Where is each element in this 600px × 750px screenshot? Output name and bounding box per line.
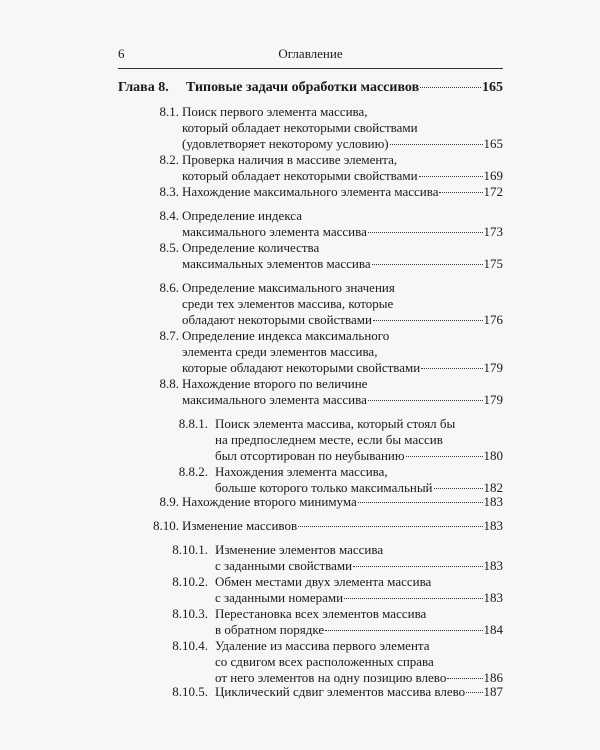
entry-title-line: с заданными свойствами [215,558,353,573]
entry-number: 8.10.3. [172,606,208,621]
entry-title-line: Обмен местами двух элемента массива [215,574,432,589]
entry-number: 8.10.1. [172,542,208,557]
dot-leader [439,192,482,193]
page-number: 6 [118,46,125,61]
entry-number: 8.10.4. [172,638,208,653]
entry-title-line: больше которого только максимальный [215,480,433,495]
entry-title-line: от него элементов на одну позицию влево [215,670,447,685]
chapter-page: 165 [482,80,503,95]
entry-page: 172 [483,184,503,199]
dot-leader [434,488,483,489]
entry-title-line: Проверка наличия в массиве элемента, [182,152,398,167]
entry-title-line: Удаление из массива первого элемента [215,638,430,653]
dot-leader [421,368,482,369]
entry-title-line: Определение индекса [182,208,303,223]
entry-title-line: Определение максимального значения [182,280,395,295]
chapter-title: Типовые задачи обработки массивов [186,80,420,95]
entry-number: 8.4. [159,208,179,223]
entry-title-line: которые обладают некоторыми свойствами [182,360,421,375]
entry-number: 8.10. [153,518,179,533]
entry-page: 173 [483,224,503,239]
entry-page: 183 [483,558,503,573]
entry-title-line: который обладает некоторыми свойствами [182,120,418,135]
entry-number: 8.3. [159,184,179,199]
entry-title-line: Определение индекса максимального [182,328,390,343]
entry-number: 8.9. [159,494,179,509]
entry-title-line: (удовлетворяет некоторому условию) [182,136,389,151]
entry-title-line: Нахождения элемента массива, [215,464,388,479]
dot-leader [298,526,482,527]
dot-leader [466,692,482,693]
entry-title-line: максимального элемента массива [182,392,367,407]
dot-leader [372,264,483,265]
running-header [118,44,503,69]
dot-leader [368,400,483,401]
entry-title-line: среди тех элементов массива, которые [182,296,394,311]
entry-title-line: Поиск первого элемента массива, [182,104,368,119]
entry-title-line: на предпоследнем месте, если бы массив [215,432,443,447]
entry-number: 8.8.2. [178,464,208,479]
entry-number: 8.6. [159,280,179,295]
entry-page: 187 [483,684,503,699]
entry-title-line: который обладает некоторыми свойствами [182,168,418,183]
dot-leader [353,566,482,567]
entry-number: 8.10.5. [172,684,208,699]
entry-number: 8.10.2. [172,574,208,589]
dot-leader [325,630,482,631]
dot-leader [358,502,483,503]
dot-leader [406,456,483,457]
dot-leader [373,320,483,321]
entry-page: 184 [483,622,503,637]
section-title: Оглавление [278,46,343,61]
dot-leader [390,144,483,145]
entry-page: 183 [483,518,503,533]
entry-number: 8.7. [159,328,179,343]
entry-title-line: обладают некоторыми свойствами [182,312,372,327]
entry-title-line: Перестановка всех элементов массива [215,606,427,621]
entry-number: 8.5. [159,240,179,255]
entry-number: 8.8. [159,376,179,391]
entry-title-line: Изменение элементов массива [215,542,384,557]
entry-title-line: элемента среди элементов массива, [182,344,378,359]
entry-page: 179 [483,392,503,407]
entry-page: 179 [483,360,503,375]
entry-page: 182 [483,480,503,495]
entry-page: 165 [483,136,503,151]
chapter-number: Глава 8. [118,80,169,95]
entry-page: 186 [483,670,503,685]
dot-leader [420,87,481,88]
entry-page: 169 [483,168,503,183]
entry-title-line: был отсортирован по неубыванию [215,448,405,463]
entry-title-line: максимальных элементов массива [182,256,371,271]
entry-number: 8.8.1. [178,416,208,431]
entry-page: 183 [483,590,503,605]
entry-title-line: Поиск элемента массива, который стоял бы [215,416,456,431]
entry-title-line: Циклический сдвиг элементов массива влево [215,684,466,699]
dot-leader [344,598,482,599]
entry-number: 8.2. [159,152,179,167]
entry-title-line: Определение количества [182,240,320,255]
entry-page: 180 [483,448,503,463]
entry-page: 176 [483,312,503,327]
entry-title-line: Нахождение максимального элемента массива [182,184,439,199]
dot-leader [447,678,482,679]
dot-leader [368,232,483,233]
entry-title-line: Нахождение второго по величине [182,376,368,391]
entry-title-line: в обратном порядке [215,622,325,637]
entry-title-line: Нахождение второго минимума [182,494,357,509]
entry-number: 8.1. [159,104,179,119]
dot-leader [419,176,483,177]
entry-page: 183 [483,494,503,509]
entry-title-line: Изменение массивов [182,518,298,533]
entry-title-line: со сдвигом всех расположенных справа [215,654,434,669]
entry-page: 175 [483,256,503,271]
entry-title-line: с заданными номерами [215,590,344,605]
entry-title-line: максимального элемента массива [182,224,367,239]
